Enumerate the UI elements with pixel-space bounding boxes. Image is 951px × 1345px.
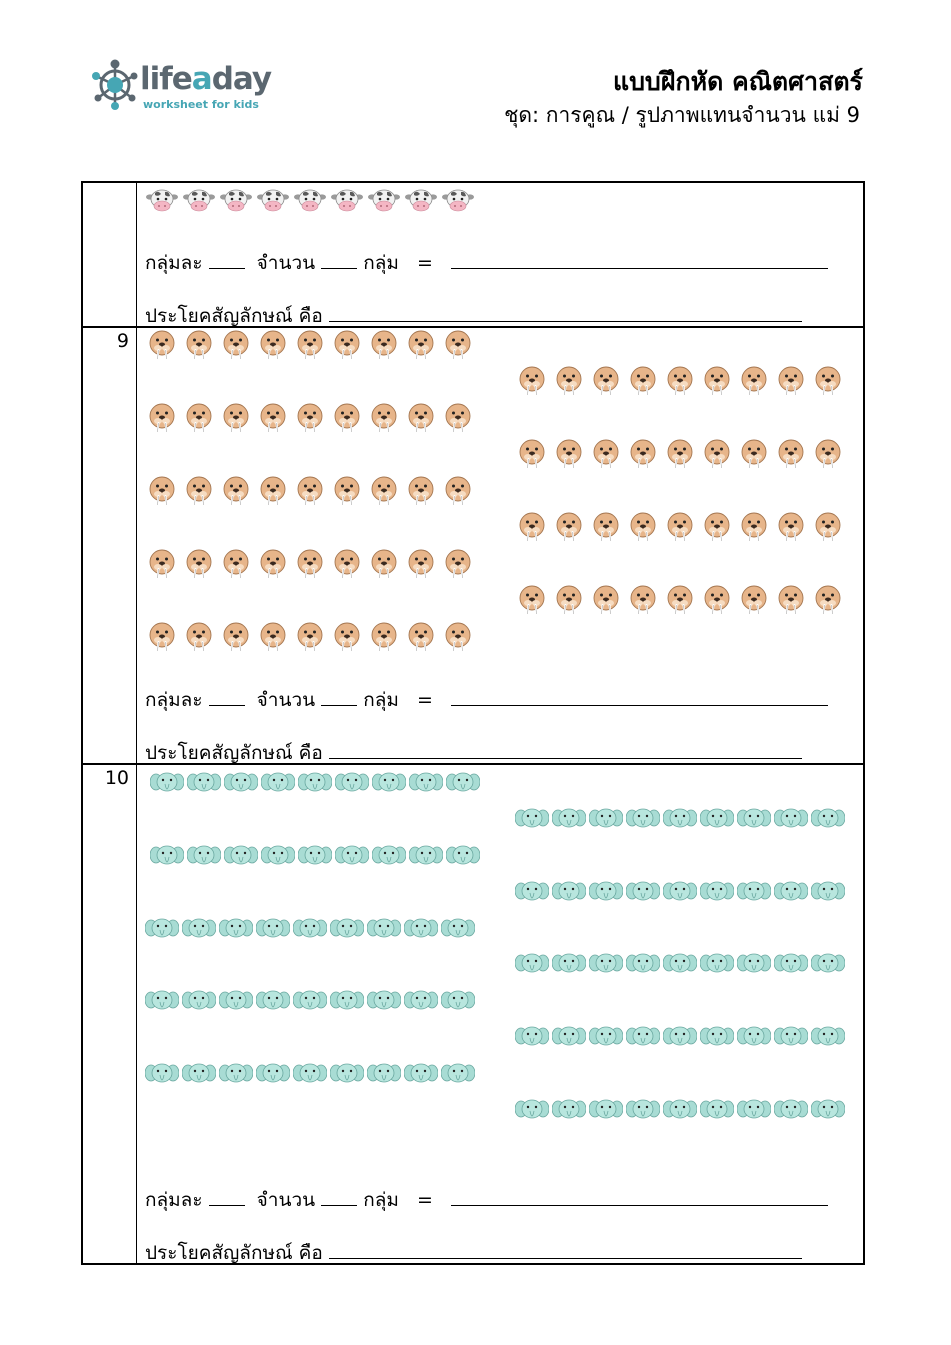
walrus-face-icon: [628, 366, 658, 398]
sentence-label: ประโยคสัญลักษณ์ คือ: [145, 305, 323, 327]
walrus-face-icon: [554, 585, 584, 617]
icon-row: [147, 622, 473, 654]
walrus-face-icon: [702, 366, 732, 398]
elephant-face-icon: [700, 879, 734, 905]
elephant-face-icon: [626, 951, 660, 977]
walrus-face-icon: [517, 439, 547, 471]
cow-face-icon: [146, 188, 178, 214]
cow-face-icon: [442, 188, 474, 214]
elephant-face-icon: [663, 951, 697, 977]
elephant-face-icon: [737, 951, 771, 977]
walrus-face-icon: [332, 403, 362, 435]
elephant-face-icon: [187, 843, 221, 869]
walrus-face-icon: [369, 622, 399, 654]
walrus-face-icon: [184, 403, 214, 435]
walrus-face-icon: [813, 366, 843, 398]
walrus-face-icon: [517, 585, 547, 617]
icon-row: [515, 879, 845, 905]
elephant-face-icon: [182, 988, 216, 1014]
walrus-face-icon: [332, 622, 362, 654]
walrus-face-icon: [443, 330, 473, 362]
elephant-face-icon: [404, 916, 438, 942]
elephant-face-icon: [515, 1024, 549, 1050]
sentence-answer-blank[interactable]: [329, 740, 802, 759]
walrus-face-icon: [147, 403, 177, 435]
elephant-face-icon: [256, 988, 290, 1014]
walrus-face-icon: [628, 512, 658, 544]
walrus-face-icon: [517, 512, 547, 544]
walrus-face-icon: [665, 366, 695, 398]
elephant-face-icon: [663, 879, 697, 905]
walrus-face-icon: [813, 585, 843, 617]
walrus-face-icon: [369, 330, 399, 362]
grouping-line: [145, 248, 828, 278]
group-count-blank[interactable]: [321, 1187, 357, 1206]
total-answer-blank[interactable]: [451, 250, 828, 269]
elephant-face-icon: [261, 843, 295, 869]
group-label: กลุ่ม: [363, 252, 399, 274]
worksheet-title: แบบฝึกหัด คณิตศาสตร์: [612, 67, 863, 96]
per-group-blank[interactable]: [209, 250, 245, 269]
walrus-face-icon: [739, 439, 769, 471]
equals-sign: =: [417, 689, 433, 711]
icon-row: [147, 403, 473, 435]
elephant-face-icon: [182, 916, 216, 942]
elephant-face-icon: [589, 1024, 623, 1050]
walrus-face-icon: [406, 549, 436, 581]
question-number: 9: [116, 330, 129, 352]
walrus-face-icon: [147, 622, 177, 654]
elephant-face-icon: [150, 770, 184, 796]
walrus-face-icon: [221, 476, 251, 508]
elephant-face-icon: [441, 988, 475, 1014]
brand-logo: [88, 58, 288, 118]
elephant-face-icon: [774, 879, 808, 905]
per-group-blank[interactable]: [209, 687, 245, 706]
molecule-logo-icon: [88, 58, 142, 112]
walrus-face-icon: [443, 403, 473, 435]
elephant-face-icon: [224, 843, 258, 869]
walrus-face-icon: [406, 622, 436, 654]
equals-sign: =: [417, 252, 433, 274]
elephant-face-icon: [256, 1061, 290, 1087]
cow-face-icon: [183, 188, 215, 214]
walrus-face-icon: [776, 439, 806, 471]
walrus-face-icon: [184, 622, 214, 654]
icon-row: [517, 585, 843, 617]
walrus-face-icon: [147, 476, 177, 508]
walrus-face-icon: [665, 585, 695, 617]
elephant-face-icon: [145, 988, 179, 1014]
walrus-face-icon: [221, 330, 251, 362]
walrus-face-icon: [258, 403, 288, 435]
elephant-face-icon: [441, 916, 475, 942]
elephant-face-icon: [589, 806, 623, 832]
walrus-face-icon: [813, 439, 843, 471]
elephant-face-icon: [293, 916, 327, 942]
total-answer-blank[interactable]: [451, 687, 828, 706]
cow-face-icon: [405, 188, 437, 214]
elephant-face-icon: [737, 1097, 771, 1123]
elephant-face-icon: [737, 879, 771, 905]
elephant-face-icon: [589, 951, 623, 977]
icon-row: [147, 330, 473, 362]
elephant-face-icon: [219, 1061, 253, 1087]
elephant-face-icon: [552, 806, 586, 832]
elephant-face-icon: [552, 879, 586, 905]
walrus-face-icon: [776, 585, 806, 617]
walrus-face-icon: [591, 439, 621, 471]
elephant-face-icon: [298, 843, 332, 869]
elephant-face-icon: [774, 951, 808, 977]
brand-name: [140, 62, 271, 96]
elephant-face-icon: [663, 1024, 697, 1050]
icon-row: [146, 188, 474, 214]
icon-row: [515, 951, 845, 977]
count-label: จำนวน: [256, 1189, 316, 1211]
walrus-face-icon: [628, 439, 658, 471]
elephant-face-icon: [372, 770, 406, 796]
elephant-face-icon: [298, 770, 332, 796]
elephant-face-icon: [446, 770, 480, 796]
walrus-face-icon: [221, 403, 251, 435]
elephant-face-icon: [404, 988, 438, 1014]
brand-name-end: day: [211, 61, 272, 97]
walrus-face-icon: [628, 585, 658, 617]
walrus-face-icon: [443, 549, 473, 581]
elephant-face-icon: [552, 1097, 586, 1123]
icon-row: [515, 1024, 845, 1050]
walrus-face-icon: [184, 549, 214, 581]
group-count-blank[interactable]: [321, 250, 357, 269]
equals-sign: =: [417, 1189, 433, 1211]
elephant-face-icon: [552, 951, 586, 977]
walrus-face-icon: [406, 330, 436, 362]
icon-row: [145, 916, 475, 942]
walrus-face-icon: [443, 622, 473, 654]
walrus-face-icon: [295, 403, 325, 435]
walrus-face-icon: [443, 476, 473, 508]
walrus-face-icon: [554, 439, 584, 471]
walrus-face-icon: [147, 330, 177, 362]
grouping-line: [145, 685, 828, 715]
walrus-face-icon: [665, 512, 695, 544]
worksheet-subtitle: ชุด: การคูณ / รูปภาพแทนจำนวน แม่ 9: [504, 103, 860, 127]
elephant-face-icon: [441, 1061, 475, 1087]
elephant-face-icon: [700, 1097, 734, 1123]
sentence-label: ประโยคสัญลักษณ์ คือ: [145, 742, 323, 764]
walrus-face-icon: [295, 476, 325, 508]
walrus-face-icon: [258, 622, 288, 654]
icon-row: [150, 843, 480, 869]
question-number: 10: [104, 767, 129, 789]
elephant-face-icon: [335, 843, 369, 869]
number-column-divider: [136, 183, 137, 1263]
total-answer-blank[interactable]: [451, 1187, 828, 1206]
walrus-face-icon: [702, 439, 732, 471]
cow-face-icon: [294, 188, 326, 214]
walrus-face-icon: [739, 512, 769, 544]
elephant-face-icon: [182, 1061, 216, 1087]
walrus-face-icon: [369, 403, 399, 435]
elephant-face-icon: [811, 1097, 845, 1123]
icon-row: [517, 439, 843, 471]
per-group-label: กลุ่มละ: [145, 252, 203, 274]
walrus-face-icon: [295, 622, 325, 654]
elephant-face-icon: [404, 1061, 438, 1087]
walrus-face-icon: [332, 476, 362, 508]
walrus-face-icon: [295, 330, 325, 362]
elephant-face-icon: [589, 879, 623, 905]
sentence-answer-blank[interactable]: [329, 1240, 802, 1259]
elephant-face-icon: [737, 1024, 771, 1050]
elephant-face-icon: [811, 1024, 845, 1050]
walrus-face-icon: [591, 512, 621, 544]
elephant-face-icon: [774, 1097, 808, 1123]
sentence-line: [145, 301, 802, 331]
elephant-face-icon: [552, 1024, 586, 1050]
elephant-face-icon: [293, 1061, 327, 1087]
elephant-face-icon: [367, 988, 401, 1014]
icon-row: [515, 806, 845, 832]
elephant-face-icon: [774, 806, 808, 832]
cow-face-icon: [368, 188, 400, 214]
walrus-face-icon: [739, 585, 769, 617]
count-label: จำนวน: [256, 689, 316, 711]
elephant-face-icon: [219, 916, 253, 942]
elephant-face-icon: [261, 770, 295, 796]
elephant-face-icon: [774, 1024, 808, 1050]
elephant-face-icon: [293, 988, 327, 1014]
walrus-face-icon: [258, 330, 288, 362]
walrus-face-icon: [591, 585, 621, 617]
walrus-face-icon: [258, 476, 288, 508]
elephant-face-icon: [700, 951, 734, 977]
per-group-blank[interactable]: [209, 1187, 245, 1206]
elephant-face-icon: [811, 951, 845, 977]
brand-name-main: life: [140, 61, 192, 97]
brand-tagline: worksheet for kids: [143, 98, 259, 111]
walrus-face-icon: [406, 403, 436, 435]
elephant-face-icon: [663, 806, 697, 832]
elephant-face-icon: [145, 1061, 179, 1087]
elephant-face-icon: [330, 916, 364, 942]
walrus-face-icon: [258, 549, 288, 581]
elephant-face-icon: [811, 879, 845, 905]
icon-row: [147, 549, 473, 581]
walrus-face-icon: [739, 366, 769, 398]
elephant-face-icon: [515, 951, 549, 977]
elephant-face-icon: [700, 1024, 734, 1050]
walrus-face-icon: [332, 549, 362, 581]
sentence-line: [145, 1238, 802, 1268]
icon-row: [515, 1097, 845, 1123]
elephant-face-icon: [409, 770, 443, 796]
elephant-face-icon: [663, 1097, 697, 1123]
grouping-line: [145, 1185, 828, 1215]
elephant-face-icon: [626, 1097, 660, 1123]
elephant-face-icon: [515, 1097, 549, 1123]
walrus-face-icon: [221, 549, 251, 581]
elephant-face-icon: [187, 770, 221, 796]
elephant-face-icon: [589, 1097, 623, 1123]
elephant-face-icon: [330, 1061, 364, 1087]
elephant-face-icon: [150, 843, 184, 869]
elephant-face-icon: [811, 806, 845, 832]
group-label: กลุ่ม: [363, 1189, 399, 1211]
walrus-face-icon: [332, 330, 362, 362]
per-group-label: กลุ่มละ: [145, 689, 203, 711]
icon-row: [145, 988, 475, 1014]
walrus-face-icon: [702, 585, 732, 617]
elephant-face-icon: [256, 916, 290, 942]
icon-row: [517, 512, 843, 544]
icon-row: [150, 770, 480, 796]
elephant-face-icon: [626, 1024, 660, 1050]
elephant-face-icon: [737, 806, 771, 832]
walrus-face-icon: [702, 512, 732, 544]
icon-row: [147, 476, 473, 508]
elephant-face-icon: [330, 988, 364, 1014]
elephant-face-icon: [446, 843, 480, 869]
walrus-face-icon: [517, 366, 547, 398]
elephant-face-icon: [335, 770, 369, 796]
walrus-face-icon: [147, 549, 177, 581]
elephant-face-icon: [219, 988, 253, 1014]
elephant-face-icon: [626, 879, 660, 905]
sentence-line: [145, 738, 802, 768]
per-group-label: กลุ่มละ: [145, 1189, 203, 1211]
walrus-face-icon: [295, 549, 325, 581]
walrus-face-icon: [184, 330, 214, 362]
walrus-face-icon: [184, 476, 214, 508]
walrus-face-icon: [369, 476, 399, 508]
brand-name-accent: a: [191, 61, 212, 97]
walrus-face-icon: [665, 439, 695, 471]
count-label: จำนวน: [256, 252, 316, 274]
sentence-answer-blank[interactable]: [329, 303, 802, 322]
elephant-face-icon: [372, 843, 406, 869]
elephant-face-icon: [367, 916, 401, 942]
elephant-face-icon: [224, 770, 258, 796]
walrus-face-icon: [369, 549, 399, 581]
elephant-face-icon: [515, 879, 549, 905]
elephant-face-icon: [409, 843, 443, 869]
walrus-face-icon: [221, 622, 251, 654]
cow-face-icon: [220, 188, 252, 214]
walrus-face-icon: [554, 366, 584, 398]
cow-face-icon: [331, 188, 363, 214]
icon-row: [517, 366, 843, 398]
walrus-face-icon: [554, 512, 584, 544]
group-label: กลุ่ม: [363, 689, 399, 711]
walrus-face-icon: [406, 476, 436, 508]
group-count-blank[interactable]: [321, 687, 357, 706]
cow-face-icon: [257, 188, 289, 214]
elephant-face-icon: [515, 806, 549, 832]
sentence-label: ประโยคสัญลักษณ์ คือ: [145, 1242, 323, 1264]
elephant-face-icon: [145, 916, 179, 942]
walrus-face-icon: [591, 366, 621, 398]
walrus-face-icon: [776, 512, 806, 544]
elephant-face-icon: [367, 1061, 401, 1087]
elephant-face-icon: [626, 806, 660, 832]
walrus-face-icon: [776, 366, 806, 398]
icon-row: [145, 1061, 475, 1087]
walrus-face-icon: [813, 512, 843, 544]
elephant-face-icon: [700, 806, 734, 832]
